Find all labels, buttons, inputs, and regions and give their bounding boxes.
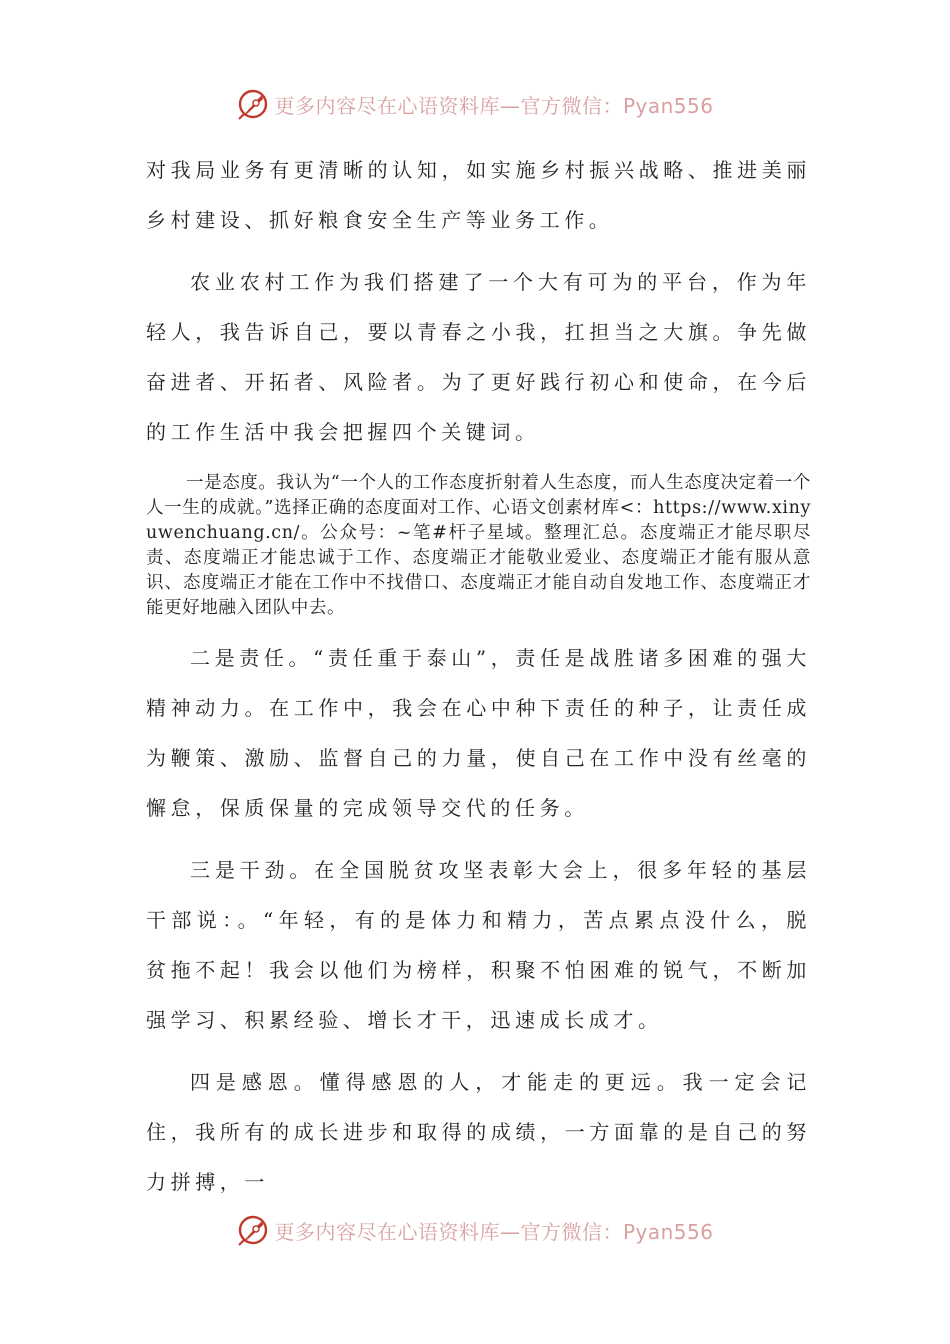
paragraph-gratitude: 四是感恩。懂得感恩的人，才能走的更远。我一定会记住，我所有的成长进步和取得的成绩，一方面靠的是自己的努力拼搏，一 (146, 1070, 811, 1194)
paragraph-platform: 农业农村工作为我们搭建了一个大有可为的平台，作为年轻人，我告诉自己，要以青春之小我，扛担当之大旗。争先做奋进者、开拓者、风险者。为了更好践行初心和使命，在今后的工作生活中我会把握四个关键词。 (146, 270, 811, 444)
header-banner (0, 84, 950, 124)
paragraph-drive: 三是干劲。在全国脱贫攻坚表彰大会上，很多年轻的基层干部说：。“年轻，有的是体力和精力，苦点累点没什么，脱贫拖不起！我会以他们为榜样，积聚不怕困难的锐气，不断加强学习、积累经验、增长才干，迅速成长成才。 (146, 858, 811, 1032)
header-text: 更多内容尽在心语资料库—官方微信：Pyan556 (274, 93, 714, 118)
paragraph-attitude: 一是态度。我认为“一个人的工作态度折射着人生态度，而人生态度决定着一个人一生的成就。”选择正确的态度面对工作、心语文创素材库<：https://www.xinyuwenchuang.cn/。公众号：~笔#杆子星域。整理汇总。态度端正才能尽职尽责、态度端正才能忠诚于工作、态度端正才能敬业爱业、态度端正才能有服从意识、态度端正才能在工作中不找借口、态度端正才能自动自发地工作、态度端正才能更好地融入团队中去。 (146, 473, 811, 618)
paragraph-intro: 对我局业务有更清晰的认知，如实施乡村振兴战略、推进美丽乡村建设、抓好粮食安全生产等业务工作。 (146, 158, 811, 232)
footer-text: 更多内容尽在心语资料库—官方微信：Pyan556 (274, 1219, 714, 1244)
pen-logo-icon (236, 1213, 270, 1247)
footer-banner (0, 1210, 950, 1250)
document-body (146, 145, 811, 1207)
paragraph-responsibility: 二是责任。“责任重于泰山”，责任是战胜诸多困难的强大精神动力。在工作中，我会在心中种下责任的种子，让责任成为鞭策、激励、监督自己的力量，使自己在工作中没有丝毫的懈怠，保质保量的完成领导交代的任务。 (146, 646, 811, 820)
pen-logo-icon (236, 87, 270, 121)
